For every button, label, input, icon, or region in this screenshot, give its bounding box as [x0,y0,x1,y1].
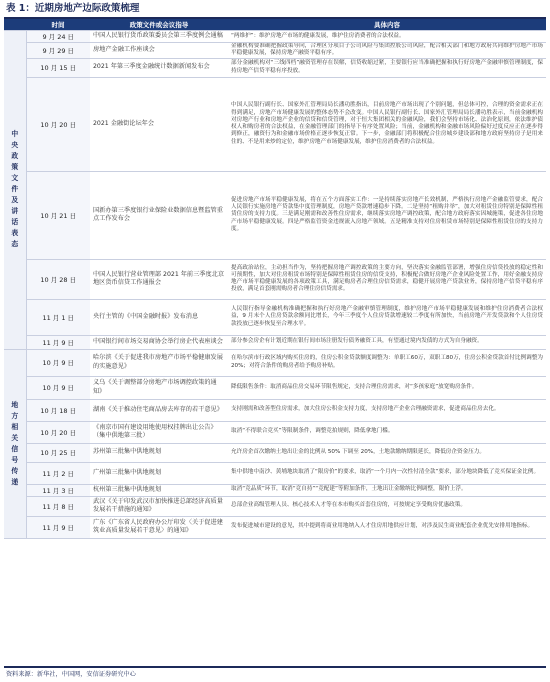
row-date: 10 月 18 日 [26,399,90,421]
row-date: 11 月 2 日 [26,462,90,484]
table-row [4,399,546,421]
row-date: 10 月 28 日 [26,259,90,299]
source-note: 资料来源：新华社，中国网，安信证券研究中心 [6,671,136,678]
row-date: 10 月 9 日 [26,349,90,376]
row-content: 部分参会房企有计划近期在银行间市场注册发行债务融资工具，有望通过境内发债的方式为自身融资。 [228,335,546,349]
table-row [4,421,546,443]
row-date: 10 月 21 日 [26,171,90,259]
row-content: 在哈尔滨市行政区域内购买住房的，住房公积金贷款额度调整为：单职工60万，双职工80万，住房公积金贷款首付比例调整为20%；对符合条件的购房者给予购房补贴。 [228,349,546,376]
row-policy-doc: 苏州第三批集中供地规划 [90,443,228,462]
section-label: 中 央 政 策 文 件 及 讲 话 表 态 [4,31,26,350]
row-policy-doc: 央行主管的《中国金融时报》发布消息 [90,299,228,335]
row-policy-doc: 2021 金融街论坛年会 [90,77,228,171]
table-title: 表 1：近期房地产边际政策梳理 [6,3,140,14]
header-date: 时间 [26,19,90,31]
row-content: 发布促进城市建设的意见，其中提到将商业用地纳入人才住房用地供应计划，对涉及民生商业配套企业优先安排用地指标。 [228,516,546,538]
table-row [4,31,546,43]
row-content: “两维护”：维护房地产市场的健康发展，维护住房消费者的合法权益。 [228,31,546,43]
row-date: 10 月 20 日 [26,77,90,171]
table-row [4,58,546,77]
row-date: 9 月 29 日 [26,43,90,59]
row-content: 允许房企首次缴纳土地出让金的比例从 50% 下调至 20%，土地款缴纳期限延长，降低房企资金压力。 [228,443,546,462]
row-date: 9 月 24 日 [26,31,90,43]
row-content: 取消“不得联合竞买”等限制条件，调整竞拍规则，降低拿地门槛。 [228,421,546,443]
table-row [4,299,546,335]
row-date: 11 月 3 日 [26,484,90,496]
row-content: 金融机构要准确把握政策导向，合理区分项目子公司风险与集团控股公司风险，配合相关部门和地方政府共同维护房地产市场平稳健康发展，保持房地产融资平稳有序。 [228,43,546,59]
table-row [4,43,546,59]
header-blank [4,19,26,31]
row-policy-doc: 义乌《关于调整部分房地产市场调控政策的通知》 [90,376,228,399]
row-date: 11 月 1 日 [26,299,90,335]
row-policy-doc: 广州第三批集中供地规划 [90,462,228,484]
table-row [4,484,546,496]
row-content: 总部企业高级管理人员、核心技术人才等在本市购买首套住房的，可按规定享受购房优惠政策。 [228,496,546,516]
row-policy-doc: 2021 年第三季度金融统计数据新闻发布会 [90,58,228,77]
row-policy-doc: 广东《广东省人民政府办公厅印发〈关于促进建筑业高质量发展若干意见〉的通知》 [90,516,228,538]
row-policy-doc: 《南京市国有建设用地使用权挂牌出让公告》（集中供地第三批） [90,421,228,443]
section-label: 地 方 相 关 信 号 传 递 [4,349,26,538]
row-date: 10 月 20 日 [26,421,90,443]
row-policy-doc: 湖南《关于推动住宅商品房去库存的若干意见》 [90,399,228,421]
row-policy-doc: 杭州第三批集中供地规划 [90,484,228,496]
row-policy-doc: 国新办第三季度银行业保险业数据信息暨监管重点工作发布会 [90,171,228,259]
row-content: 取消“竞品质”环节，取消“竞自持”“竞配建”等附加条件，土地出让金缴纳比例调整，限价上浮。 [228,484,546,496]
row-date: 10 月 25 日 [26,443,90,462]
row-policy-doc: 武汉《关于印发武汉市加快推进总部经济高质量发展若干措施的通知》 [90,496,228,516]
row-policy-doc: 哈尔滨《关于促进我市房地产市场平稳健康发展的实施意见》 [90,349,228,376]
header-doc: 政策文件或会议指导 [90,19,228,31]
row-content: 支持刚需和改善型住房需求，加大住房公积金支持力度，支持房地产企业合理融资需求，促进商品住房去化。 [228,399,546,421]
row-policy-doc: 房地产金融工作座谈会 [90,43,228,59]
row-content: 促进房地产市场平稳健康发展，将在五个方面落实工作：一是持续落实房地产长效机制，严格执行房地产金融监管要求，配合人民银行实施房地产贷款集中度管理制度，房地产贷款增速稳步下降。二是坚持“租购并举”，加大对租赁住房特别是保障性租赁住房的支持力度。三是满足刚需和改善性住房需求，继续落实房地产调控政策，配合地方政府落实因城施策，促进各住房地产市场平稳健康发展。四是严格监管资金违规流入房地产领域。五是精准支持对住房租赁市场特别是保障性租赁住房的支持力度。 [228,171,546,259]
table-row [4,77,546,171]
row-policy-doc: 中国银行间市场交易商协会举行房企代表座谈会 [90,335,228,349]
row-policy-doc: 中国人民银行营业管理部 2021 年前三季度北京地区货币信贷工作通报会 [90,259,228,299]
row-date: 11 月 9 日 [26,516,90,538]
table-row [4,349,546,376]
table-row [4,335,546,349]
table-row [4,516,546,538]
table-row [4,171,546,259]
row-content: 人民银行指导金融机构准确把握和执行好房地产金融审慎管理制度，维护房地产市场平稳健康发展和维护住房消费者合法权益，9 月末个人住房贷款余额同比增长，今年三季度个人住房贷款增速较二季度有所加快，当前房地产开发贷款和个人住房贷款投放已逐步恢复至合理水平。 [228,299,546,335]
row-date: 11 月 9 日 [26,335,90,349]
row-policy-doc: 中国人民银行货币政策委员会第三季度例会通稿 [90,31,228,43]
row-content: 集中供地中南沙、黄埔地块取消了“限房价”的要求，取消“一个月内一次性付清全款”要求，部分地块降低了竞买保证金比例。 [228,462,546,484]
table-row [4,496,546,516]
table-row [4,376,546,399]
row-content: 部分金融机构对“三线四档”融资管理存在误解，信贷收缩过紧，主要银行应当准确把握和执行好房地产金融审慎管理制度，保持房地产信贷平稳有序投放。 [228,58,546,77]
table-row [4,259,546,299]
header-content: 具体内容 [228,19,546,31]
row-date: 10 月 9 日 [26,376,90,399]
bottom-rule [4,666,546,668]
table-row [4,443,546,462]
table-header-row [4,19,546,31]
row-content: 提高政治站位，主动担当作为，坚持把握房地产调控政策的主要方向，坚决落实金融监管部署，增强住房信贷投放的稳定性和可预期性，加大对住房租赁市场特别是保障性租赁住房的信贷支持，积极配合做好房地产企业风险处置工作，用好金融支持房地产市场平稳健康发展的各项政策工具，满足购房者合理住房信贷需求，稳健开展房地产贷款业务，保持房地产信贷平稳有序投放，满足首套刚需购房者合理住房信贷需求。 [228,259,546,299]
row-date: 11 月 8 日 [26,496,90,516]
row-date: 10 月 15 日 [26,58,90,77]
table-row [4,462,546,484]
row-content: 降低限售条件：取消商品住房交易环节限售规定，支持合理住房需求，对“多孩家庭”放宽购房条件。 [228,376,546,399]
policy-table [4,19,546,539]
row-content: 中国人民银行副行长、国家外汇管理局局长潘功胜指出，目前房地产市场出现了个别问题，但总体可控，合理的资金需求正在得到满足，房地产市场健康发展的整体态势不会改变。中国人民银行副行长、国家外汇管理局局长潘功胜表示，当前金融机构对房地产行业和房地产企业的信贷和信贷管理，对于恒大集团相关的金融风险，我们会坚持市场化、法治化原则，依法维护债权人和购房者的合法权益，在金融管理部门的指导下有序处置风险；当前，金融机构和金融市场风险偏好过度反应正在逐步得到修正，融资行为和金融市场价格正逐步恢复正常。下一步，金融部门将积极配合住房城乡建设部和地方政府坚持房子是用来住的、不是用来炒的定位，维护房地产市场健康发展，维护住房消费者的合法权益。 [228,77,546,171]
